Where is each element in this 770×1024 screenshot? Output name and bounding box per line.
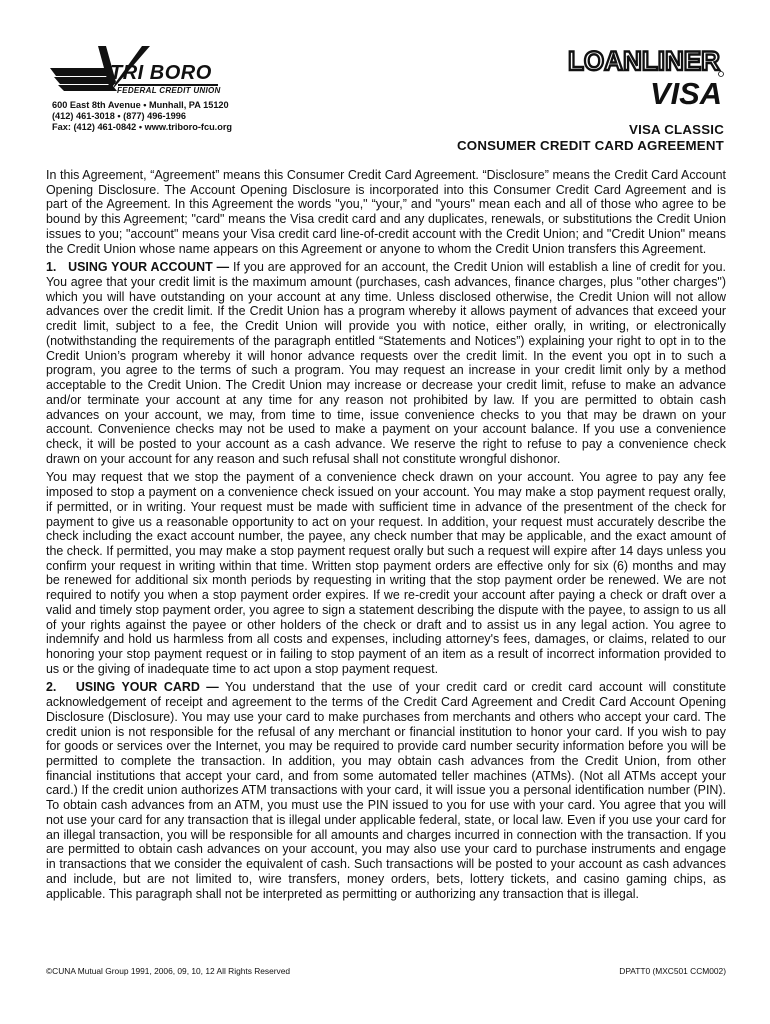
agreement-body <box>46 168 726 905</box>
credit-union-name: TRI BORO <box>110 62 212 84</box>
loanliner-visa-logo-icon <box>568 44 728 106</box>
section-1-number: 1. <box>46 260 57 275</box>
form-code: DPATT0 (MXC501 CCM002) <box>619 966 726 976</box>
title-line-1: VISA CLASSIC <box>629 122 724 137</box>
section-2-number: 2. <box>46 680 57 695</box>
document-title <box>457 122 724 154</box>
section-1-paragraph <box>46 260 726 466</box>
title-line-2: CONSUMER CREDIT CARD AGREEMENT <box>456 138 724 153</box>
copyright-notice: ©CUNA Mutual Group 1991, 2006, 09, 10, 12 All Rights Reserved <box>46 966 291 976</box>
section-1-paragraph-2: You may request that we stop the payment of a convenience check drawn on your account. You agree to pay any fee imposed to stop a payment on a convenience check issued on your account. You may make a stop payment request orally, if permitted, or in writing. Your request must be made with sufficient time in advance of the presentment of the check for payment to give us a reasonable opportunity to act on your request. In addition, your request must accurately describe the check including the exact account number, the payee, any check number that may be applicable, and the exact amount of the check. If permitted, you may make a stop payment request orally but such a request will expire after 14 days unless you confirm your request in writing within that time. Written stop payment orders are effective only for six (6) months and may be renewed for additional six month periods by requesting in writing that the stop payment order be renewed. We are not required to notify you when a stop payment order expires. If we re-credit your account after paying a check or draft over a valid and timely stop payment order, you agree to sign a statement describing the dispute with the payee, to assign to us all of your rights against the payee or other holders of the check or draft and to assist us in any legal action. You agree to indemnify and hold us harmless from all costs and expenses, including attorney's fees, damages, or claims, related to our honoring your stop payment request or in failing to stop payment of an item as a result of incorrect information provided to us or the giving of inadequate time to act upon a stop payment request. <box>46 470 726 676</box>
fax-web-line: Fax: (412) 461-0842 • www.triboro-fcu.org <box>52 122 233 132</box>
section-1-title: USING YOUR ACCOUNT — <box>68 260 230 275</box>
section-2-text: You understand that the use of your credit card or credit card account will constitute acknowledgement of receipt and agreement to the terms of the Credit Card Agreement and Credit Card Account Opening Disclosure (Disclosure). You may use your card to make purchases from merchants and others who accept your card. The credit union is not responsible for the refusal of any merchant or financial institution to honor your card. If you wish to pay for goods or services over the Internet, you may be required to provide card number security information before you will be permitted to complete the transaction. In addition, you may obtain cash advances from the Credit Union, from other financial institutions that accept your card, and from some automated teller machines (ATMs). (Not all ATMs accept your card.) If the credit union authorizes ATM transactions with your card, it will issue you a personal identification number (PIN). To obtain cash advances from an ATM, you must use the PIN issued to you for use with your card. You agree that you will not use your card for any transaction that is illegal under applicable federal, state, or local law. Even if you use your card for an illegal transaction, you will be responsible for all amounts and charges incurred in connection with the transaction. If you are permitted to obtain cash advances on your account, you may also use your card to purchase instruments and engage in transactions that we consider the equivalent of cash. Such transactions will be posted to your account as cash advances and include, but are not limited to, wire transfers, money orders, bets, lottery tickets, and casino gaming chips, as applicable. This paragraph shall not be interpreted as permitting or authorizing any transaction that is illegal. <box>46 680 726 901</box>
visa-logo-text: VISA <box>650 76 722 106</box>
section-2-paragraph <box>46 680 726 901</box>
section-1-text: If you are approved for an account, the Credit Union will establish a line of credit for you. You agree that your credit limit is the maximum amount (purchases, cash advances, finance charges, plus "other charges") which you will have outstanding on your account at any time. Unless disclosed otherwise, the Credit Union will not allow advances over the credit limit. If the Credit Union has a program whereby it allows payment of advances that exceed your credit limit, subject to a fee, the Credit Union will provide you with notice, either orally, in writing, or electronically (notwithstanding the requirements of the paragraph entitled “Statements and Notices”) explaining your right to opt in to the Credit Union’s program whereby it will honor advance requests over the credit limit. In the event you opt in to such a program, you agree to the terms of such a program. You may request an increase in your credit limit only by a method acceptable to the Credit Union. The Credit Union may increase or decrease your credit limit, refuse to make an advance and/or terminate your account at any time for any reason not prohibited by law. If you are permitted to obtain cash advances on your account, we may, from time to time, issue convenience checks to you that may be drawn on your account. Convenience checks may not be used to make a payment on your account balance. If you use a convenience check, it will be posted to your account as a cash advance. We reserve the right to refuse to pay a convenience check drawn on your account for any reason and such refusal shall not constitute wrongful dishonor. <box>46 260 727 466</box>
address-block <box>52 100 232 133</box>
section-2-title: USING YOUR CARD — <box>75 680 219 695</box>
phone-line: (412) 461-3018 • (877) 496-1996 <box>52 111 186 121</box>
credit-union-subtitle: FEDERAL CREDIT UNION <box>117 86 221 95</box>
address-line: 600 East 8th Avenue • Munhall, PA 15120 <box>52 100 229 110</box>
document-header <box>0 0 770 165</box>
loanliner-logo-text: LOANLINER <box>568 46 720 76</box>
intro-paragraph: In this Agreement, “Agreement” means this Consumer Credit Card Agreement. “Disclosure” means the Credit Card Account Opening Disclosure. The Account Opening Disclosure is incorporated into this Consumer Credit Card Agreement and is part of the Agreement. In this Agreement the words "you," “your,” and "yours" mean each and all of those who agree to be bound by this Agreement; "card" means the Visa credit card and any duplicates, renewals, or substitutions the Credit Union issues to you; "account" means your Visa credit card line-of-credit account with the Credit Union; and "Credit Union" means the Credit Union whose name appears on this Agreement or anyone to whom the Credit Union transfers this Agreement. <box>46 168 726 256</box>
